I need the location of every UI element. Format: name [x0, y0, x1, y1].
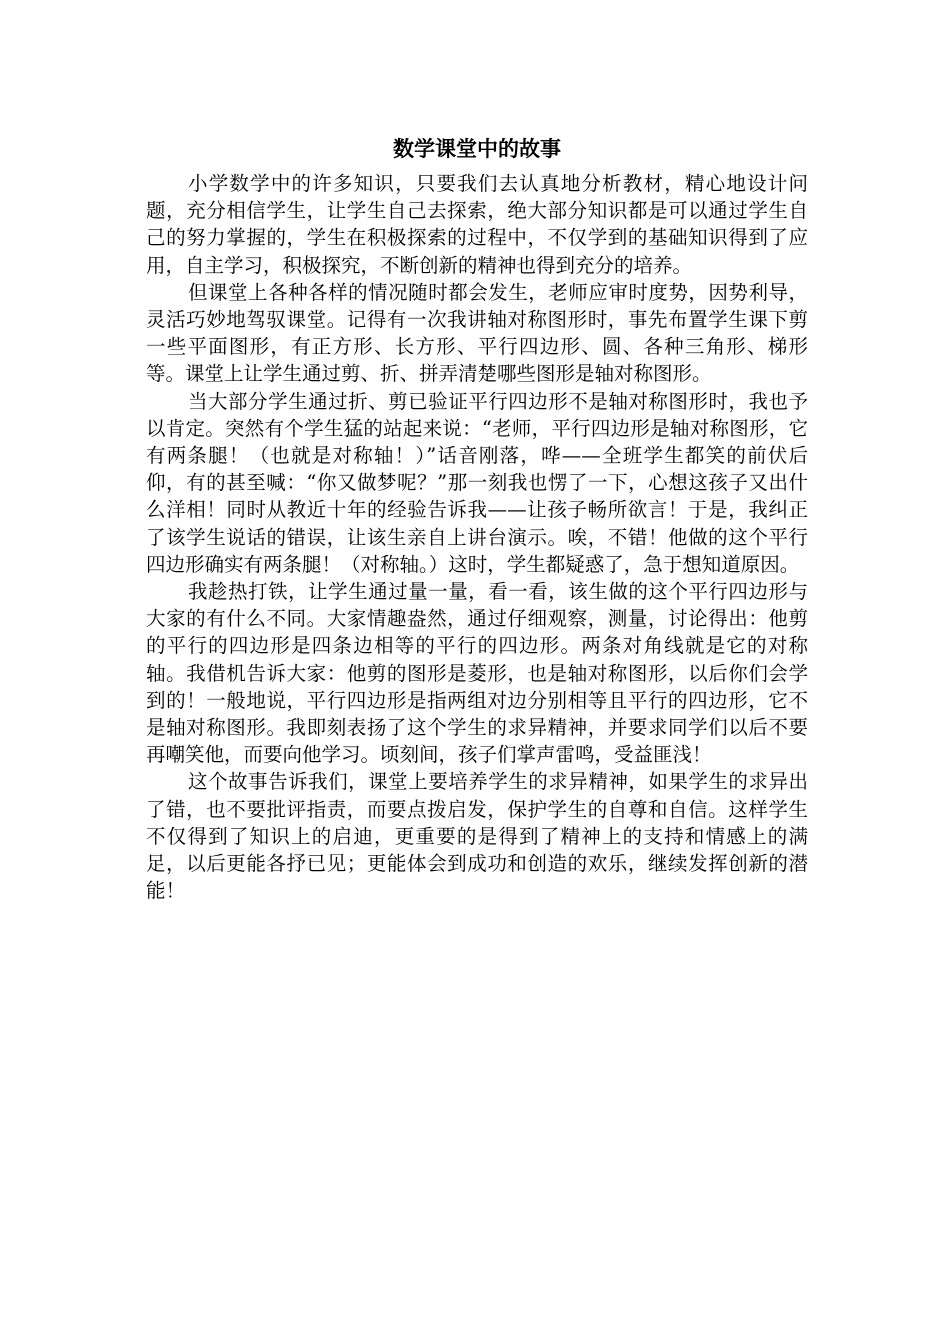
paragraph-4: 我趁热打铁，让学生通过量一量，看一看，该生做的这个平行四边形与大家的有什么不同。大家情趣盎然，通过仔细观察，测量，讨论得出：他剪的平行的四边形是四条边相等的平行的四边形。两条对角线就是它的对称轴。我借机告诉大家：他剪的图形是菱形，也是轴对称图形，以后你们会学到的！一般地说，平行四边形是指两组对边分别相等且平行的四边形，它不是轴对称图形。我即刻表扬了这个学生的求异精神，并要求同学们以后不要再嘲笑他，而要向他学习。顷刻间，孩子们掌声雷鸣，受益匪浅！: [146, 580, 808, 767]
paragraph-3: 当大部分学生通过折、剪已验证平行四边形不是轴对称图形时，我也予以肯定。突然有个学生猛的站起来说：“老师，平行四边形是轴对称图形，它有两条腿！（也就是对称轴！）”话音刚落，哗——全班学生都笑的前伏后仰，有的甚至喊：“你又做梦呢？”那一刻我也愣了一下，心想这孩子又出什么洋相！同时从教近十年的经验告诉我——让孩子畅所欲言！于是，我纠正了该学生说话的错误，让该生亲自上讲台演示。唉，不错！他做的这个平行四边形确实有两条腿！（对称轴。）这时，学生都疑惑了，急于想知道原因。: [146, 389, 808, 576]
paragraph-2: 但课堂上各种各样的情况随时都会发生，老师应审时度势，因势利导，灵活巧妙地驾驭课堂。记得有一次我讲轴对称图形时，事先布置学生课下剪一些平面图形，有正方形、长方形、平行四边形、圆、各种三角形、梯形等。课堂上让学生通过剪、折、拼弄清楚哪些图形是轴对称图形。: [146, 280, 808, 386]
paragraph-1: 小学数学中的许多知识，只要我们去认真地分析教材，精心地设计问题，充分相信学生，让学生自己去探索，绝大部分知识都是可以通过学生自己的努力掌握的，学生在积极探索的过程中，不仅学到的基础知识得到了应用，自主学习，积极探究，不断创新的精神也得到充分的培养。: [146, 172, 808, 277]
document-body: [146, 132, 808, 904]
document-title: 数学课堂中的故事: [393, 136, 561, 161]
paragraph-5: 这个故事告诉我们，课堂上要培养学生的求异精神，如果学生的求异出了错，也不要批评指责，而要点拨启发，保护学生的自尊和自信。这样学生不仅得到了知识上的启迪，更重要的是得到了精神上的支持和情感上的满足，以后更能各抒已见；更能体会到成功和创造的欢乐，继续发挥创新的潜能！: [146, 770, 808, 903]
